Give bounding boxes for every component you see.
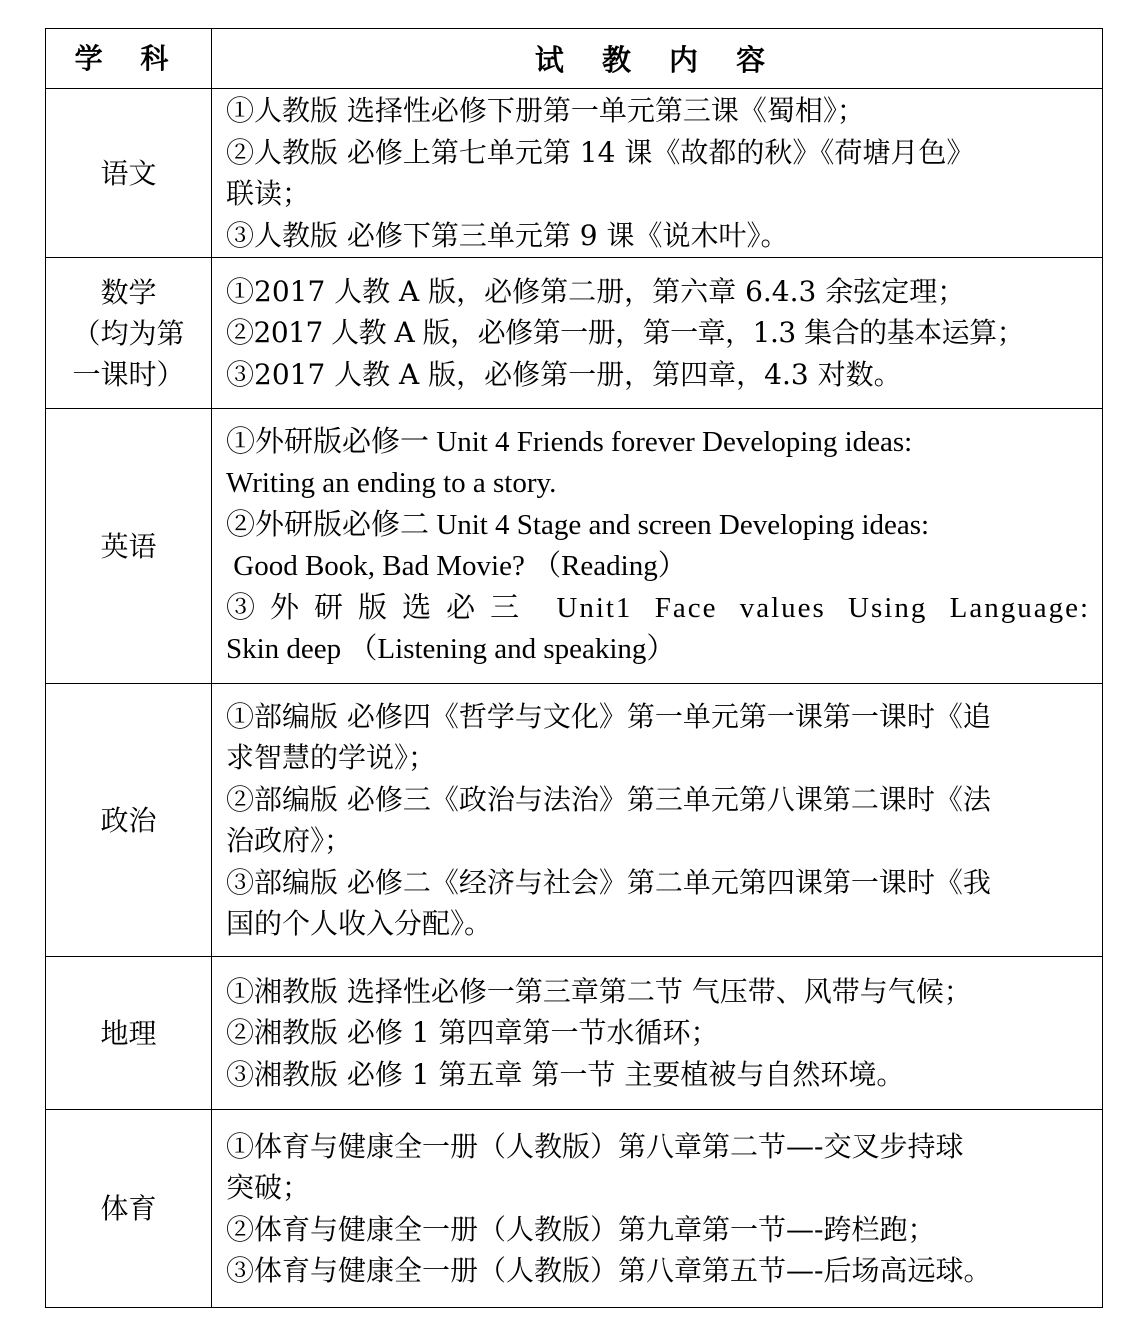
content-line: ②外研版必修二 Unit 4 Stage and screen Developing ideas:: [226, 508, 930, 541]
content-line: 治政府》；: [226, 824, 353, 857]
subject-cell-english: 英语: [46, 409, 212, 684]
content-cell-english: [212, 409, 1103, 684]
lesson-table: [45, 28, 1103, 1308]
subject-header: 学 科: [46, 29, 212, 89]
content-line: ③2017 人教 A 版，必修第一册，第四章，4.3 对数。: [226, 357, 902, 391]
content-line: ①外研版必修一 Unit 4 Friends forever Developing ideas:: [226, 425, 913, 458]
content-line: 国的个人收入分配》。: [226, 907, 493, 940]
content-line: ①人教版 选择性必修下册第一单元第三课《蜀相》；: [226, 94, 865, 127]
table-row-math: [46, 258, 1103, 409]
content-line: Skin deep （Listening and speaking）: [226, 633, 676, 665]
table-row-politics: [46, 684, 1103, 957]
content-cell-pe: [212, 1110, 1103, 1308]
subject-cell-chinese: 语文: [46, 89, 212, 258]
content-cell-math: [212, 258, 1103, 409]
subject-cell-geography: 地理: [46, 957, 212, 1110]
content-line: ②体育与健康全一册（人教版）第九章第一节—-跨栏跑；: [226, 1212, 936, 1246]
content-cell-geography: [212, 957, 1103, 1110]
table-row-geography: [46, 957, 1103, 1110]
content-line: ①湘教版 选择性必修一第三章第二节 气压带、风带与气候；: [226, 974, 972, 1008]
content-line: 联读；: [226, 177, 311, 210]
content-line: Good Book, Bad Movie? （Reading）: [226, 550, 687, 582]
content-line: ②2017 人教 A 版，必修第一册，第一章，1.3 集合的基本运算；: [226, 316, 1025, 350]
content-line: ①2017 人教 A 版，必修第二册，第六章 6.4.3 余弦定理；: [226, 274, 966, 308]
table-row-pe: [46, 1110, 1103, 1308]
table-header-row: [46, 29, 1103, 89]
content-line: ③部编版 必修二《经济与社会》第二单元第四课第一课时《我: [226, 865, 991, 899]
content-line: ②人教版 必修上第七单元第 14 课《故都的秋》《荷塘月色》: [226, 135, 975, 169]
table-row-chinese: [46, 89, 1103, 258]
subject-cell-pe: 体育: [46, 1110, 212, 1308]
content-cell-chinese: [212, 89, 1103, 258]
content-line: 求智慧的学说》；: [226, 741, 437, 774]
content-line: 突破；: [226, 1171, 311, 1204]
content-cell-politics: [212, 684, 1103, 957]
content-line: ③湘教版 必修 1 第五章 第一节 主要植被与自然环境。: [226, 1057, 905, 1091]
subject-cell-politics: 政治: [46, 684, 212, 957]
content-line: ①体育与健康全一册（人教版）第八章第二节—-交叉步持球: [226, 1129, 964, 1163]
content-line: ②湘教版 必修 1 第四章第一节水循环；: [226, 1016, 719, 1050]
subject-line: （均为第: [72, 316, 185, 350]
content-line: ③外研版选必三 Unit1 Face values Using Language:: [226, 591, 1090, 624]
content-line: ③人教版 必修下第三单元第 9 课《说木叶》。: [226, 218, 789, 252]
content-line: Writing an ending to a story.: [226, 467, 557, 499]
content-line: ③体育与健康全一册（人教版）第八章第五节—-后场高远球。: [226, 1254, 992, 1287]
content-line: ②部编版 必修三《政治与法治》第三单元第八课第二课时《法: [226, 782, 991, 816]
content-line: ①部编版 必修四《哲学与文化》第一单元第一课第一课时《追: [226, 699, 991, 733]
subject-line: 一课时）: [72, 357, 185, 391]
subject-cell-math: [46, 258, 212, 409]
subject-line: 数学: [100, 275, 157, 309]
content-header: 试 教 内 容: [212, 29, 1103, 89]
table-row-english: [46, 409, 1103, 684]
